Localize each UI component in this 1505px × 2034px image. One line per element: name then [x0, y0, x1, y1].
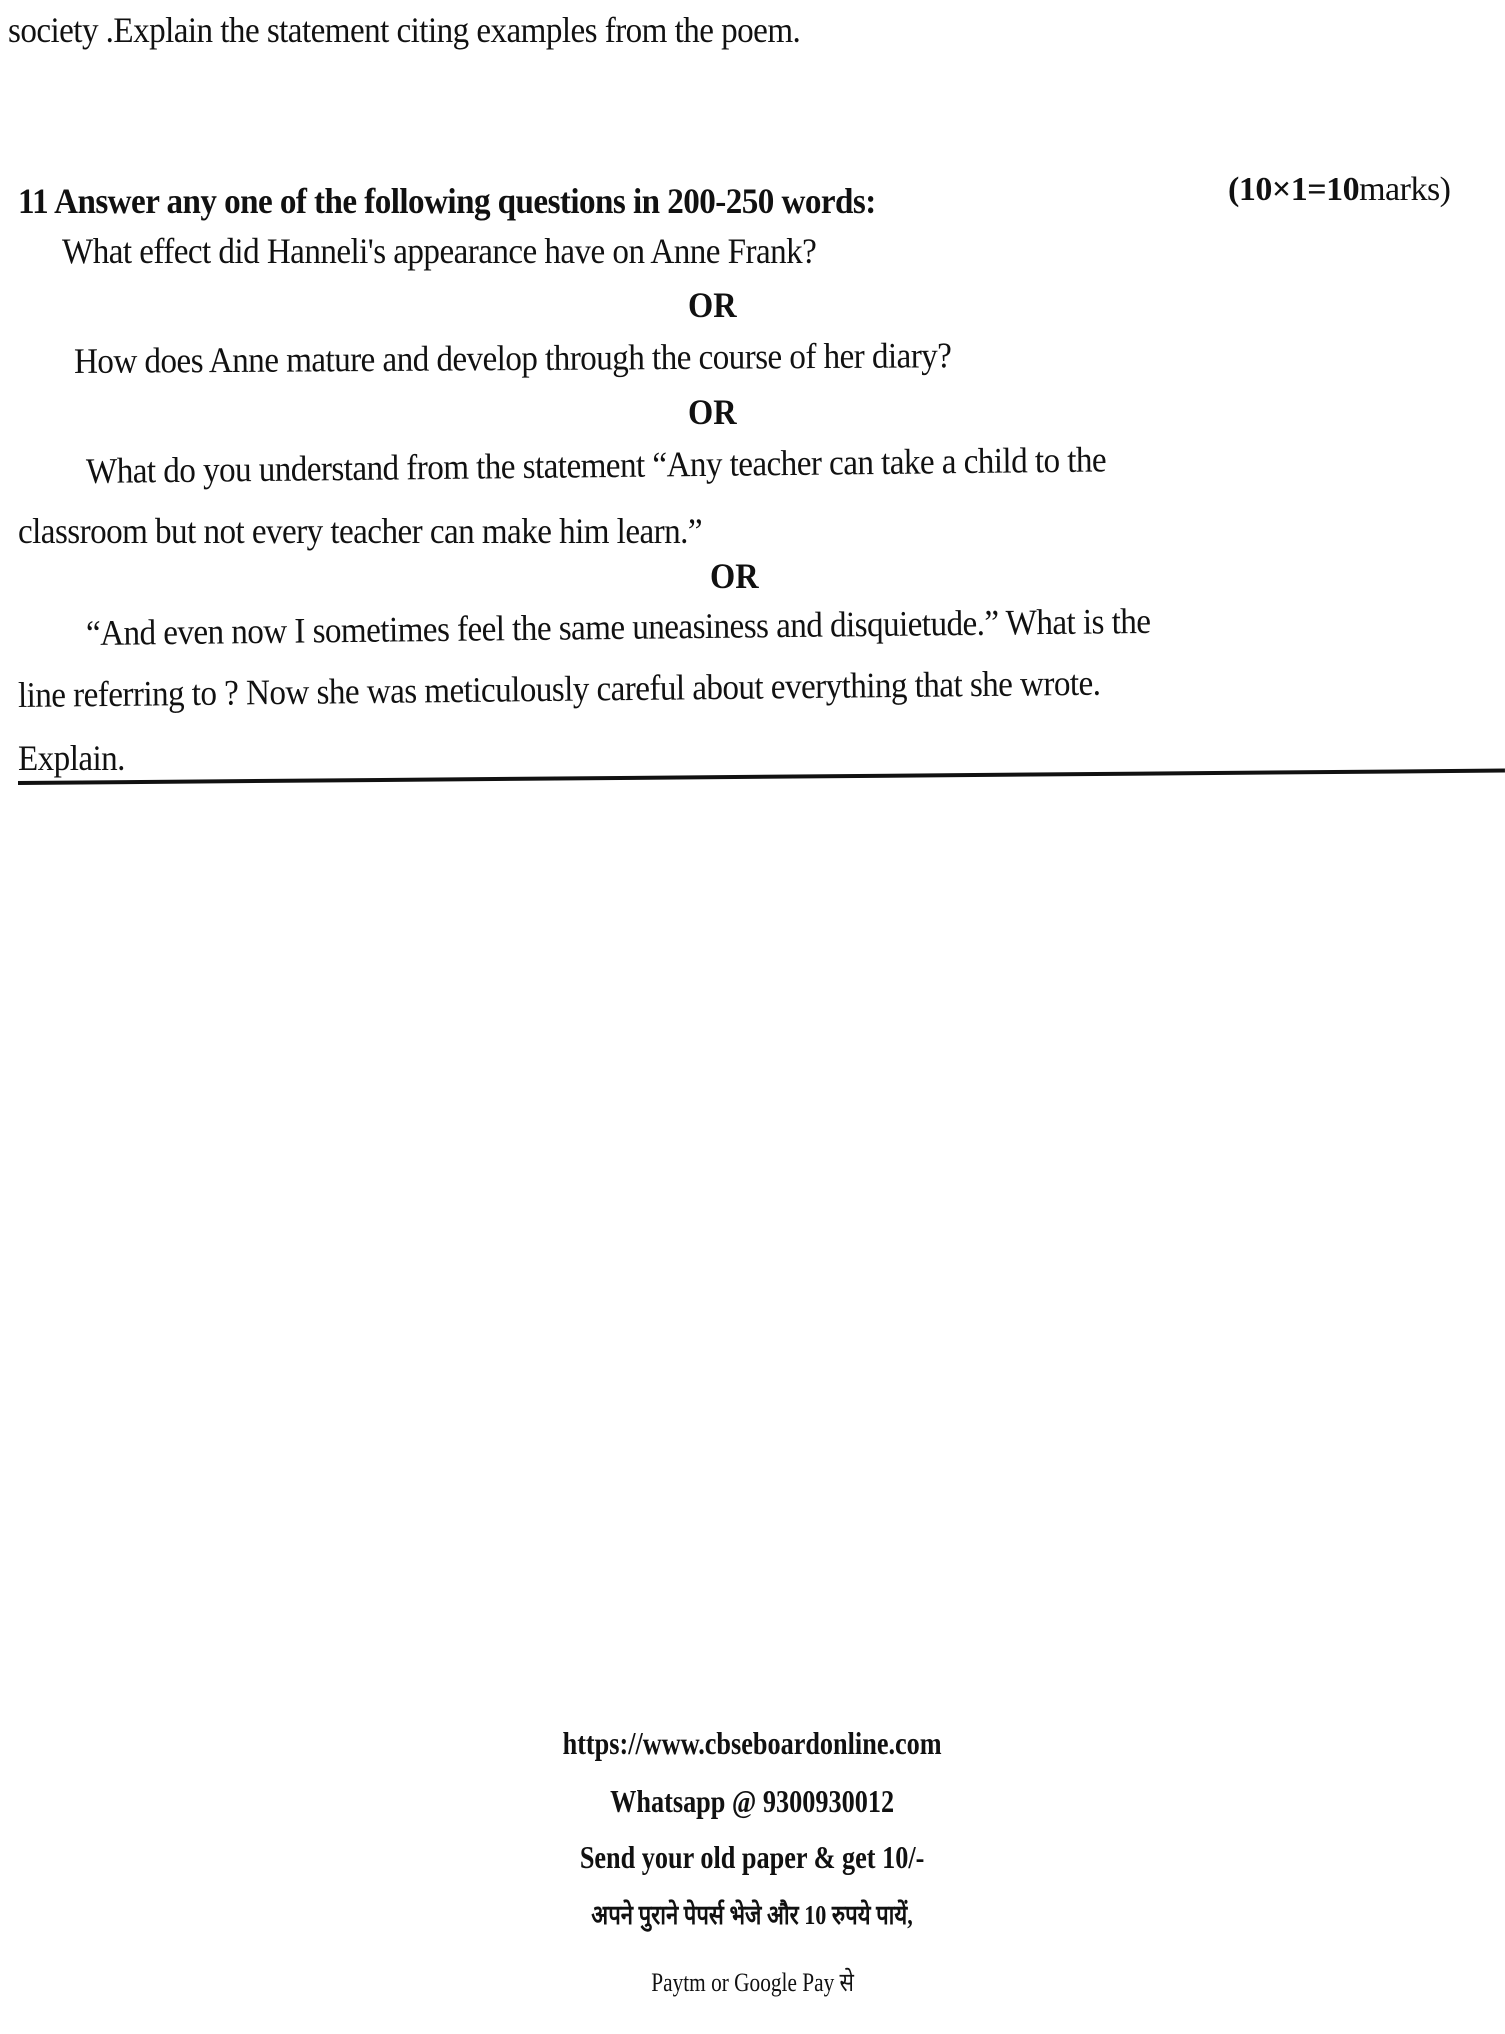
- question-option-d-line-1: “And even now I sometimes feel the same uneasiness and disquietude.” What is the: [85, 600, 1151, 653]
- marks-allocation: [1228, 173, 1451, 207]
- question-option-b: How does Anne mature and develop through the course of her diary?: [73, 335, 952, 381]
- footer-payment: [0, 1970, 1505, 1996]
- footer-whatsapp: [0, 1785, 1505, 1817]
- question-11-header: [18, 183, 876, 219]
- question-option-c-line-1: What do you understand from the statement “Any teacher can take a child to the: [85, 439, 1107, 491]
- previous-question-tail: society .Explain the statement citing examples from the poem.: [8, 10, 801, 50]
- marks-word: marks): [1359, 171, 1451, 208]
- offer-text-hindi: अपने पुराने पेपर्स भेजे और 10 रुपये पायें,: [591, 1900, 914, 1930]
- or-separator: OR: [688, 392, 737, 432]
- or-separator: OR: [688, 285, 737, 325]
- section-divider: [18, 769, 1505, 785]
- question-number: 11: [18, 181, 49, 221]
- question-option-a: What effect did Hanneli's appearance have on Anne Frank?: [62, 231, 817, 271]
- footer-offer-english: [0, 1841, 1505, 1873]
- whatsapp-contact: Whatsapp @ 9300930012: [610, 1783, 895, 1819]
- question-option-d-line-3: Explain.: [18, 738, 125, 778]
- question-option-c-line-2: classroom but not every teacher can make him learn.”: [18, 511, 702, 551]
- or-separator: OR: [710, 556, 759, 596]
- footer-website: [0, 1727, 1505, 1759]
- offer-text-english: Send your old paper & get 10/-: [580, 1839, 925, 1875]
- marks-numeric: (10×1=10: [1228, 171, 1360, 208]
- footer-offer-hindi: [0, 1902, 1505, 1929]
- question-option-d-line-2: line referring to ? Now she was meticulously careful about everything that she wrote.: [17, 662, 1101, 715]
- payment-methods: Paytm or Google Pay से: [651, 1968, 854, 1997]
- question-instruction: Answer any one of the following questions in 200-250 words:: [54, 181, 876, 221]
- website-link[interactable]: https://www.cbseboardonline.com: [562, 1725, 943, 1761]
